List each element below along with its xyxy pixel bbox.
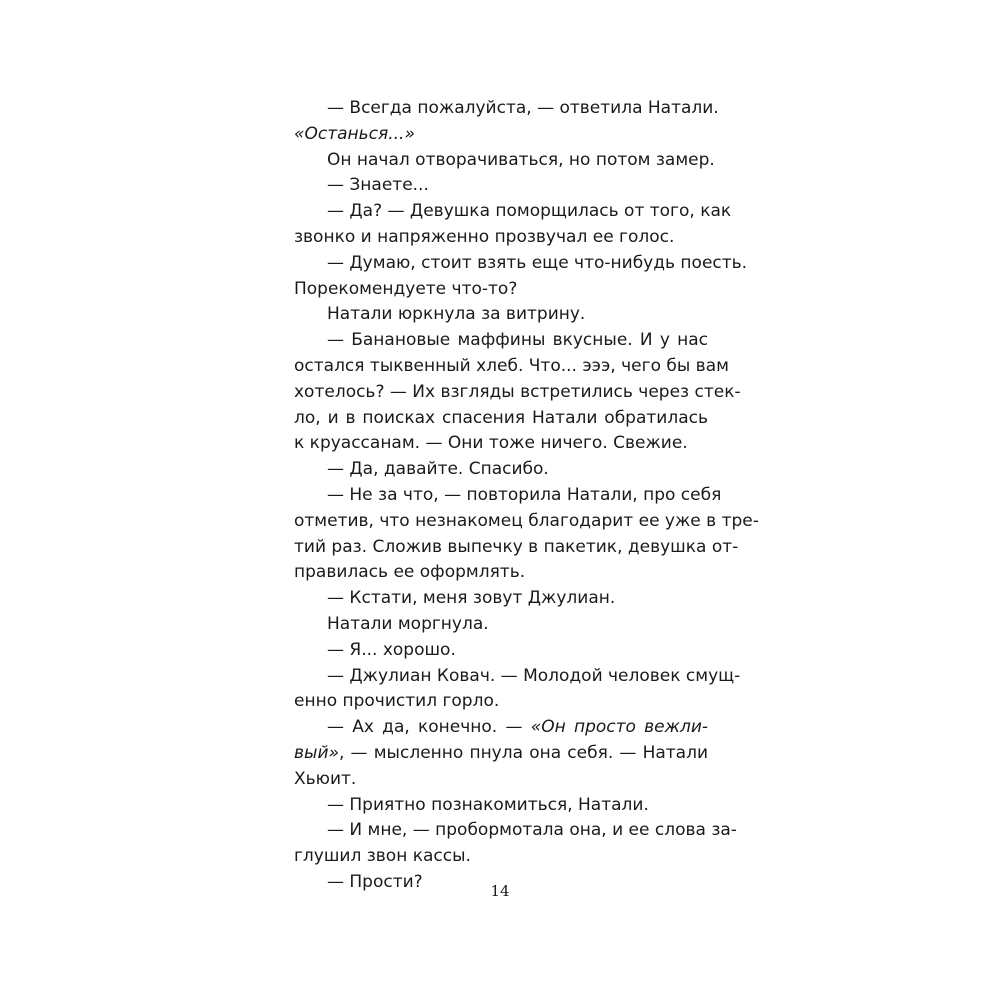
paragraph-line: [294, 741, 708, 767]
paragraph-line: Порекомендуете что-то?: [294, 278, 518, 299]
paragraph-line: Хьюит.: [294, 768, 357, 789]
paragraph-line: — Всегда пожалуйста, — ответила Натали.: [327, 98, 719, 118]
paragraph-line: хотелось? — Их взгляды встретились через стек-: [294, 381, 741, 402]
dialogue-text: , — мысленно пнула она себя. — Натали: [338, 742, 708, 763]
paragraph-line: енно прочистил горло.: [294, 691, 500, 712]
paragraph-line: — Я... хорошо.: [327, 639, 456, 660]
paragraph-line: звонко и напряженно прозвучал ее голос.: [294, 226, 675, 247]
paragraph-line: глушил звон кассы.: [294, 846, 471, 867]
page-number: 14: [490, 882, 510, 900]
paragraph-line: — Приятно познакомиться, Натали.: [327, 794, 649, 815]
paragraph-line: — Кстати, меня зовут Джулиан.: [327, 588, 616, 609]
paragraph-line: «Останься...»: [294, 123, 415, 144]
paragraph-line: Натали моргнула.: [327, 613, 489, 634]
paragraph-line: — Знаете...: [327, 175, 429, 196]
paragraph-line: — Не за что, — повторила Натали, про себя: [327, 484, 722, 505]
paragraph-line: ло, и в поисках спасения Натали обратилась: [294, 407, 708, 428]
paragraph-line: к круассанам. — Они тоже ничего. Свежие.: [294, 433, 688, 454]
paragraph-line: — Думаю, стоит взять еще что-нибудь поесть.: [327, 252, 748, 273]
paragraph-line: — Да? — Девушка поморщилась от того, как: [327, 201, 732, 222]
paragraph-line: остался тыквенный хлеб. Что... эээ, чего бы вам: [294, 355, 729, 376]
paragraph-line: отметив, что незнакомец благодарит ее уже в тре-: [294, 510, 759, 531]
paragraph-line: [294, 715, 708, 741]
paragraph-line: — Прости?: [327, 871, 423, 892]
italic-thought: вый»: [294, 742, 339, 763]
italic-thought: «Он просто вежли-: [530, 717, 708, 738]
paragraph-line: — Да, давайте. Спасибо.: [327, 459, 549, 480]
paragraph-line: тий раз. Сложив выпечку в пакетик, девушка от-: [294, 536, 739, 557]
body-text: [294, 96, 759, 896]
paragraph-line: Натали юркнула за витрину.: [327, 304, 586, 325]
paragraph-line: правилась ее оформлять.: [294, 562, 526, 583]
paragraph-line: Он начал отворачиваться, но потом замер.: [327, 149, 715, 170]
dialogue-text: — Ах да, конечно. —: [327, 717, 523, 738]
paragraph-line: — Банановые маффины вкусные. И у нас: [327, 330, 708, 351]
paragraph-line: — Джулиан Ковач. — Молодой человек смущ-: [327, 665, 741, 686]
paragraph-line: — И мне, — пробормотала она, и ее слова за-: [327, 820, 737, 841]
